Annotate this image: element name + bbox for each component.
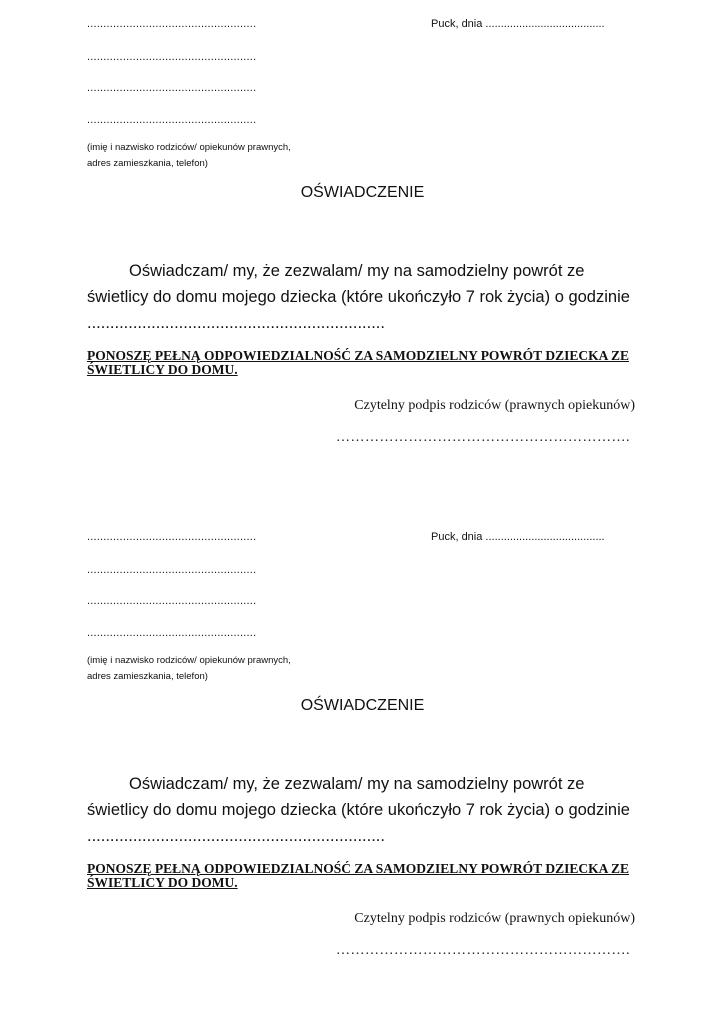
declaration-line-2: świetlicy do domu mojego dziecka (które ukończyło 7 rok życia) o godzinie — [87, 288, 630, 306]
address-field-line-1: .................................................... — [87, 82, 257, 94]
signature-label: Czytelny podpis rodziców (prawnych opiekunów) — [354, 398, 635, 413]
caption-line-1: (imię i nazwisko rodziców/ opiekunów prawnych, — [87, 142, 291, 153]
field-caption — [87, 140, 291, 172]
time-field-line: ................................................................. — [87, 314, 385, 332]
name-field-line-2: .................................................... — [87, 51, 257, 63]
declaration-form-1 — [0, 0, 725, 490]
place-date-field: Puck, dnia ....................................... — [431, 531, 605, 543]
name-field-line-1: .................................................... — [87, 18, 257, 30]
signature-line: ……………………………………………………. — [336, 430, 630, 445]
declaration-line-2: świetlicy do domu mojego dziecka (które ukończyło 7 rok życia) o godzinie — [87, 801, 630, 819]
signature-line: ……………………………………………………. — [336, 943, 630, 958]
declaration-form-2 — [0, 513, 725, 1003]
caption-line-2: adres zamieszkania, telefon) — [87, 158, 208, 169]
field-caption — [87, 653, 291, 685]
responsibility-statement: PONOSZĘ PEŁNĄ ODPOWIEDZIALNOŚĆ ZA SAMODZIELNY POWRÓT DZIECKA ZE ŚWIETLICY DO DOMU. — [87, 348, 629, 377]
address-field-line-1: .................................................... — [87, 595, 257, 607]
declaration-line-1: Oświadczam/ my, że zezwalam/ my na samodzielny powrót ze — [129, 262, 585, 280]
name-field-line-1: .................................................... — [87, 531, 257, 543]
caption-line-1: (imię i nazwisko rodziców/ opiekunów prawnych, — [87, 655, 291, 666]
caption-line-2: adres zamieszkania, telefon) — [87, 671, 208, 682]
address-field-line-2: .................................................... — [87, 114, 257, 126]
declaration-text — [87, 771, 647, 849]
responsibility-statement: PONOSZĘ PEŁNĄ ODPOWIEDZIALNOŚĆ ZA SAMODZIELNY POWRÓT DZIECKA ZE ŚWIETLICY DO DOMU. — [87, 861, 629, 890]
form-title: OŚWIADCZENIE — [300, 184, 425, 201]
place-date-field: Puck, dnia ....................................... — [431, 18, 605, 30]
declaration-text — [87, 258, 647, 336]
declaration-line-1: Oświadczam/ my, że zezwalam/ my na samodzielny powrót ze — [129, 775, 585, 793]
form-title: OŚWIADCZENIE — [300, 697, 425, 714]
address-field-line-2: .................................................... — [87, 627, 257, 639]
name-field-line-2: .................................................... — [87, 564, 257, 576]
signature-label: Czytelny podpis rodziców (prawnych opiekunów) — [354, 911, 635, 926]
time-field-line: ................................................................. — [87, 827, 385, 845]
